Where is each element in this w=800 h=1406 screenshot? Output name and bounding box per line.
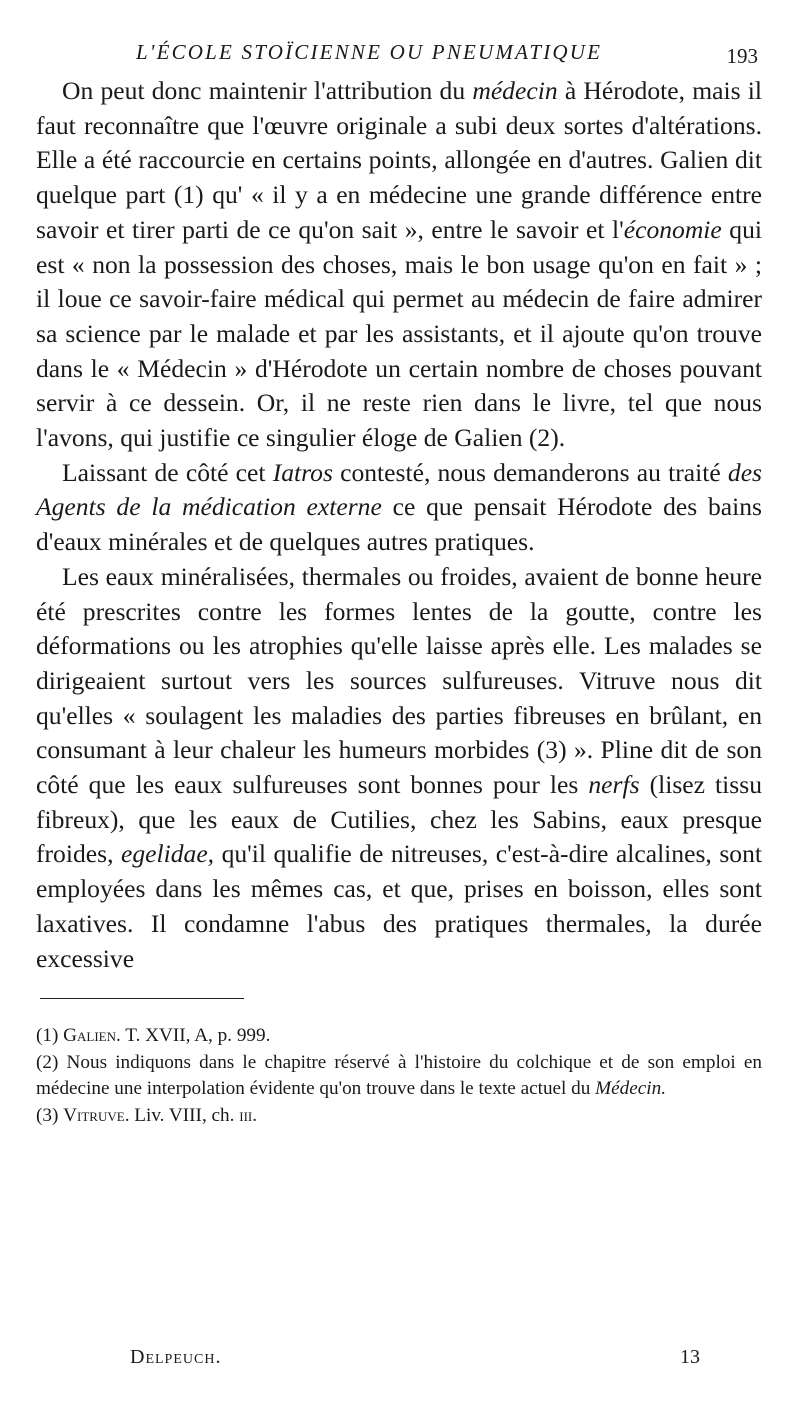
italic-run: Iatros: [272, 457, 333, 487]
text-run: contesté, nous demanderons au traité: [332, 457, 728, 487]
italic-run: Médecin.: [595, 1078, 667, 1100]
printer-signature: Delpeuch.: [130, 1346, 222, 1368]
small-caps-run: iii: [239, 1104, 253, 1126]
text-run: . Liv. VIII, ch.: [124, 1104, 240, 1126]
text-run: .: [252, 1104, 258, 1126]
paragraph: [36, 560, 762, 976]
paragraph: [36, 456, 762, 560]
text-run: On peut donc maintenir l'attribution du: [62, 76, 473, 105]
italic-run: egelidae,: [120, 839, 215, 869]
text-run: Laissant de côté cet: [62, 457, 273, 487]
running-head: [36, 34, 762, 74]
small-caps-run: Vitruve: [63, 1104, 125, 1126]
text-run: . T. XVII, A, p. 999.: [116, 1025, 271, 1047]
footnote: [36, 1103, 762, 1130]
text-run: à Hérodote, mais il faut reconnaître que l'œuvre originale a subi deux sortes d'altérations. Elle a été raccourcie en certains points, allongée en d'autres. Galien dit quelque part (1) qu' « il y a en médecine une grande différence entre savoir et tirer parti de ce qu'on sait », entre le savoir et l': [36, 76, 762, 244]
footnote: [36, 1023, 762, 1050]
footnote-rule: [40, 998, 244, 999]
italic-run: des Agents de la médication externe: [36, 457, 763, 522]
body-text: [36, 74, 762, 976]
small-caps-run: Galien: [63, 1025, 117, 1047]
italic-run: médecin: [472, 76, 558, 105]
paragraph: [36, 74, 762, 456]
text-run: (1): [36, 1025, 64, 1047]
text-run: qui est « non la possession des choses, mais le bon usage qu'on en fait » ; il loue ce savoir-faire médical qui permet au médecin de faire admirer sa science par le malade et par les assistants, et il ajoute qu'on trouve dans le « Médecin » d'Hérodote un certain nombre de choses pouvant servir à ce dessein. Or, il ne reste rien dans le livre, tel que nous l'avons, qui justifie ce singulier éloge de Galien (2).: [36, 214, 762, 453]
text-run: ce que pensait Hérodote des bains d'eaux minérales et de quelques autres pratiques.: [36, 492, 762, 557]
page-number: 193: [726, 44, 758, 68]
footnote: [36, 1050, 762, 1103]
text-run: qu'il qualifie de nitreuses, c'est-à-dire alcalines, sont employées dans les mêmes cas, et que, prises en boisson, elles sont laxatives. Il condamne l'abus des pratiques thermales, la durée excessive: [36, 839, 762, 973]
text-run: (lisez tissu fibreux), que les eaux de Cutilies, chez les Sabins, eaux presque froides,: [36, 770, 762, 869]
page-footer: [130, 1346, 700, 1376]
italic-run: nerfs: [588, 770, 640, 800]
text-run: Les eaux minéralisées, thermales ou froides, avaient de bonne heure été prescrites contre les formes lentes de la goutte, contre les déformations ou les atrophies qu'elle laisse après elle. Les malades se dirigeaient surtout vers les sources sulfureuses. Vitruve nous dit qu'elles « soulagent les maladies des parties fibreuses en brûlant, en consumant à leur chaleur les humeurs morbides (3) ». Pline dit de son côté que les eaux sulfureuses sont bonnes pour les: [36, 561, 762, 800]
sheet-number: 13: [680, 1346, 700, 1368]
text-run: (3): [36, 1104, 64, 1126]
footnotes: [36, 1023, 762, 1129]
running-title: L'ÉCOLE STOÏCIENNE OU PNEUMATIQUE: [136, 40, 603, 64]
text-run: (2) Nous indiquons dans le chapitre réservé à l'histoire du colchique et de son emploi en médecine une interpolation évidente qu'on trouve dans le texte actuel du: [36, 1051, 762, 1100]
italic-run: économie: [623, 214, 722, 244]
